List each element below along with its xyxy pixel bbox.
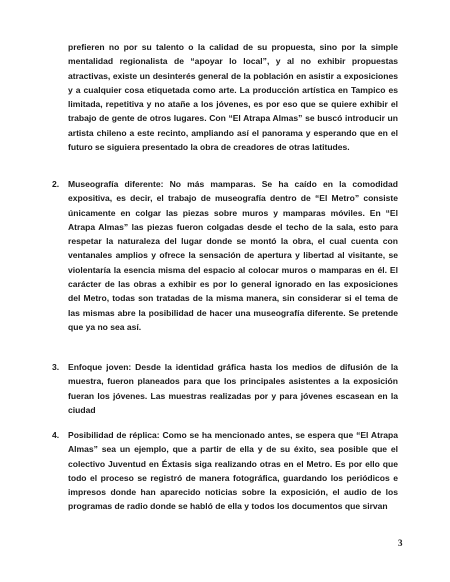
list-item-text: Enfoque joven: Desde la identidad gráfica hasta los medios de difusión de la muestra, fueron planeados para que los principales asistentes a la exposición fueran los jóvenes. Las muestras realizadas por y para jóvenes escasean en la ciudad	[68, 362, 398, 415]
list-item	[52, 428, 398, 514]
page-number: 3	[398, 538, 403, 548]
list-item-number: 4.	[52, 430, 60, 440]
continuation-paragraph: prefieren no por su talento o la calidad de su propuesta, sino por la simple mentalidad regionalista de “apoyar lo local”, y al no exhibir propuestas atractivas, existe un desinterés general de la población en asistir a exposiciones y a cualquier cosa etiquetada como arte. La producción artística en Tampico es limitada, repetitiva y no atañe a los jóvenes, es por eso que se quiere exhibir el trabajo de gente de otros lugares. Con “El Atrapa Almas” se buscó introducir un artista chileno a este recinto, ampliando así el panorama y esperando que en el futuro se siguiera presentado la obra de creadores de otras latitudes.	[68, 42, 398, 153]
list-item-number: 2.	[52, 179, 60, 189]
list-item-text: Posibilidad de réplica: Como se ha mencionado antes, se espera que “El Atrapa Almas” sea un ejemplo, que a partir de ella y de su éxito, sea posible que el colectivo Juventud en Éxtasis siga realizando otras en el Metro. Es por ello que todo el proceso se registró de manera fotográfica, guardando los periódicos e impresos donde han aparecido noticias sobre la exposición, el audio de los programas de radio donde se habló de ella y todos los documentos que sirvan	[68, 430, 398, 512]
list-item	[52, 360, 398, 417]
list-item	[52, 177, 398, 334]
list-item-text: Museografía diferente: No más mamparas. Se ha caído en la comodidad expositiva, es decir, el trabajo de museografía dentro de “El Metro” consiste únicamente en colgar las piezas sobre muros y mamparas móviles. En “El Atrapa Almas” las piezas fueron colgadas desde el techo de la sala, esto para respetar la naturaleza del lugar donde se montó la obra, el cual cuenta con ventanales amplios y ofrece la sensación de apertura y libertad al visitante, se violentaría la esencia misma del espacio al colocar muros o mamparas en él. El carácter de las obras a exhibir es por lo general ignorado en las exposiciones del Metro, todas son tratadas de la misma manera, sin considerar si el tema de las mismas abre la posibilidad de hacer una museografía diferente. Se pretende que ya no sea así.	[68, 179, 398, 332]
list-item-number: 3.	[52, 362, 60, 372]
